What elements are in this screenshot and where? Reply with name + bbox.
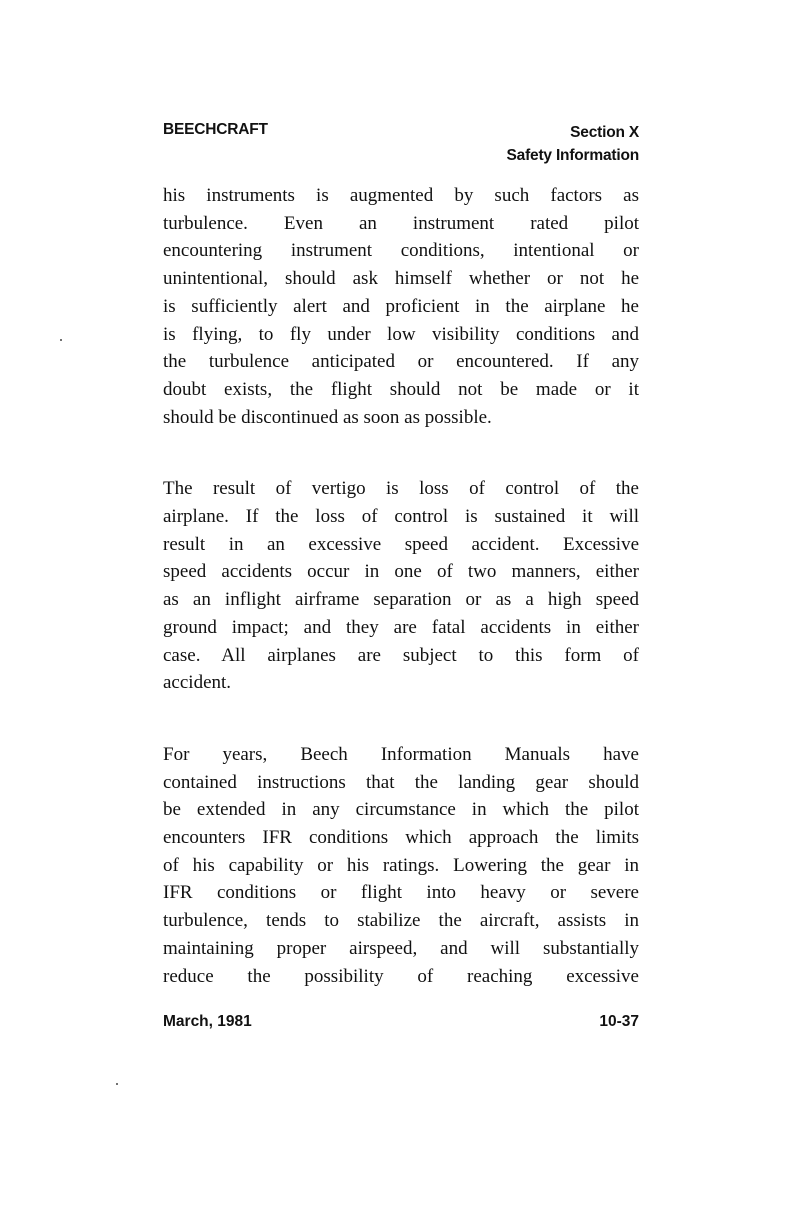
- body-text: [163, 182, 639, 990]
- text-line: turbulence, tends to stabilize the aircraft, assists in: [163, 910, 639, 932]
- scan-speck: [60, 339, 62, 341]
- text-line: is flying, to fly under low visibility conditions and: [163, 323, 639, 345]
- text-line: result in an excessive speed accident. Excessive: [163, 533, 639, 555]
- header-section: Section X: [570, 124, 639, 141]
- text-line: as an inflight airframe separation or as a high speed: [163, 589, 639, 611]
- text-line: contained instructions that the landing gear should: [163, 771, 639, 793]
- document-page: [163, 118, 639, 990]
- text-line: case. All airplanes are subject to this form of: [163, 644, 639, 666]
- text-line: the turbulence anticipated or encountered. If any: [163, 351, 639, 373]
- text-line: his instruments is augmented by such factors as: [163, 185, 639, 206]
- header-brand: BEECHCRAFT: [163, 121, 268, 138]
- text-line: encountering instrument conditions, intentional or: [163, 240, 639, 262]
- text-line: unintentional, should ask himself whether or not he: [163, 268, 639, 290]
- text-line: be extended in any circumstance in which the pilot: [163, 799, 639, 821]
- text-line: ground impact; and they are fatal accidents in either: [163, 616, 639, 638]
- scan-speck: [116, 1083, 118, 1085]
- text-line: speed accidents occur in one of two manners, either: [163, 561, 639, 583]
- text-line: IFR conditions or flight into heavy or severe: [163, 882, 639, 904]
- text-line: is sufficiently alert and proficient in the airplane he: [163, 295, 639, 317]
- page-header: [163, 118, 639, 166]
- header-section-block: [507, 121, 639, 167]
- paragraph-2: [163, 475, 639, 697]
- paragraph-3: [163, 741, 639, 990]
- text-line: reduce the possibility of reaching excessive: [163, 965, 639, 987]
- text-line: The result of vertigo is loss of control of the: [163, 478, 639, 500]
- text-line: should be discontinued as soon as possible.: [163, 406, 492, 428]
- footer-date: March, 1981: [163, 1013, 252, 1030]
- text-line: of his capability or his ratings. Lowering the gear in: [163, 854, 639, 876]
- text-line: airplane. If the loss of control is sustained it will: [163, 506, 639, 528]
- text-line: accident.: [163, 672, 232, 694]
- text-line: maintaining proper airspeed, and will substantially: [163, 937, 639, 959]
- page-footer: [163, 1013, 639, 1037]
- header-section-title: Safety Information: [506, 147, 639, 164]
- text-line: encounters IFR conditions which approach the limits: [163, 827, 639, 849]
- footer-page-number: 10-37: [599, 1013, 639, 1030]
- text-line: doubt exists, the flight should not be made or it: [163, 378, 639, 400]
- paragraph-1: [163, 182, 639, 431]
- text-line: turbulence. Even an instrument rated pilot: [163, 212, 639, 234]
- text-line: For years, Beech Information Manuals have: [163, 743, 639, 765]
